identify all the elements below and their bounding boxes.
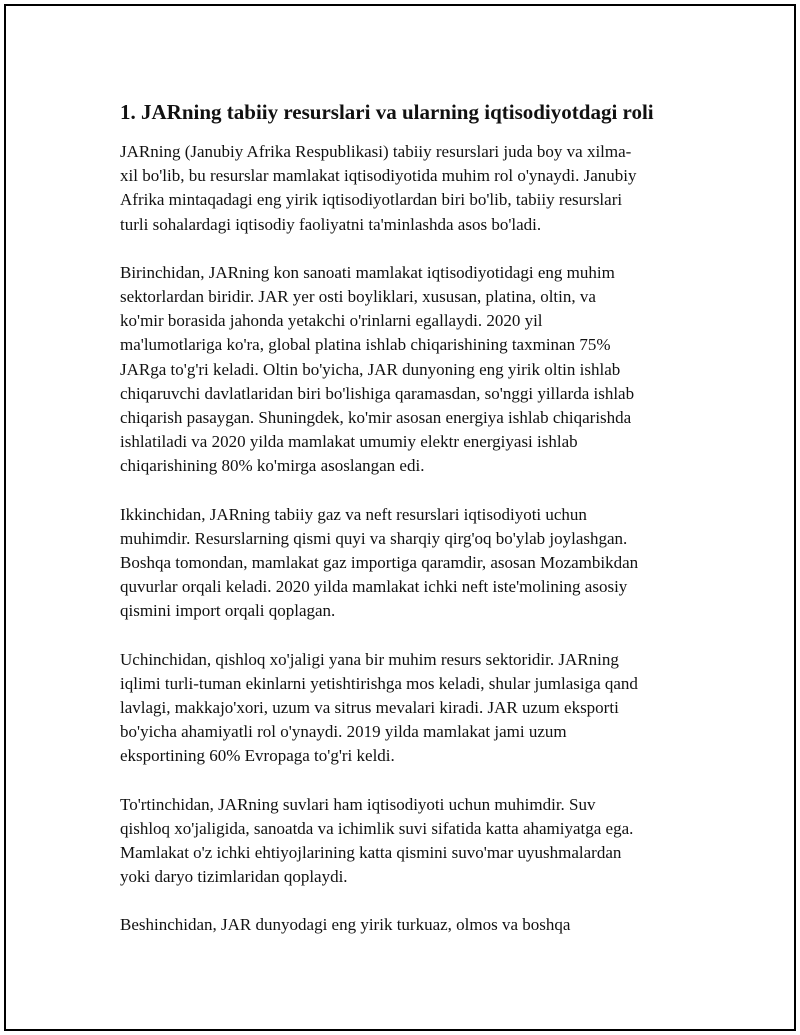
paragraph-water: To'rtinchidan, JARning suvlari ham iqtisodiyoti uchun muhimdir. Suv qishloq xo'jaligida, sanoatda va ichimlik suvi sifatida katta ahamiyatga ega. Mamlakat o'z ichki ehtiyojlarining katta qismini suvo'mar uyushmalardan yoki daryo tizimlaridan qoplaydi. <box>120 794 634 887</box>
paragraph-gems: Beshinchidan, JAR dunyodagi eng yirik turkuaz, olmos va boshqa <box>120 915 571 935</box>
page-frame <box>4 4 796 1031</box>
paragraph-mining: Birinchidan, JARning kon sanoati mamlakat iqtisodiyotidagi eng muhim sektorlardan biridir. JAR yer osti boyliklari, xususan, platina, oltin, va ko'mir borasida jahonda yetakchi o'rinlarni egallaydi. 2020 yil ma'lumotlariga ko'ra, global platina ishlab chiqarishining taxminan 75% JARga to'g'ri keladi. Oltin bo'yicha, JAR dunyoning eng yirik oltin ishlab chiqaruvchi davlatlaridan biri bo'lishiga qaramasdan, so'nggi yillarda ishlab chiqarish pasaygan. Shuningdek, ko'mir asosan energiya ishlab chiqarishda ishlatiladi va 2020 yilda mamlakat umumiy elektr energiyasi ishlab chiqarishining 80% ko'mirga asoslangan edi. <box>120 262 635 476</box>
paragraph-intro: JARning (Janubiy Afrika Respublikasi) tabiiy resurslari juda boy va xilma- xil bo'lib, bu resurslar mamlakat iqtisodiyotida muhim rol o'ynaydi. Janubiy Afrika mintaqadagi eng yirik iqtisodiyotlardan biri bo'lib, tabiiy resurslari turli sohalardagi iqtisodiy faoliyatni ta'minlashda asos bo'ladi. <box>120 142 637 234</box>
document-body <box>120 98 690 962</box>
paragraph-gas-oil: Ikkinchidan, JARning tabiiy gaz va neft resurslari iqtisodiyoti uchun muhimdir. Resurslarning qismi quyi va sharqiy qirg'oq bo'ylab joylashgan. Boshqa tomondan, mamlakat gaz importiga qaramdir, asosan Mozambikdan quvurlar orqali keladi. 2020 yilda mamlakat ichki neft iste'molining asosiy qismini import orqali qoplagan. <box>120 504 639 621</box>
section-heading: 1. JARning tabiiy resurslari va ularning iqtisodiyotdagi roli <box>120 100 654 124</box>
paragraph-agriculture: Uchinchidan, qishloq xo'jaligi yana bir muhim resurs sektoridir. JARning iqlimi turli-tuman ekinlarni yetishtirishga mos keladi, shular jumlasiga qand lavlagi, makkajo'xori, uzum va sitrus mevalari kiradi. JAR uzum eksporti bo'yicha ahamiyatli rol o'ynaydi. 2019 yilda mamlakat jami uzum eksportining 60% Evropaga to'g'ri keldi. <box>120 649 638 766</box>
